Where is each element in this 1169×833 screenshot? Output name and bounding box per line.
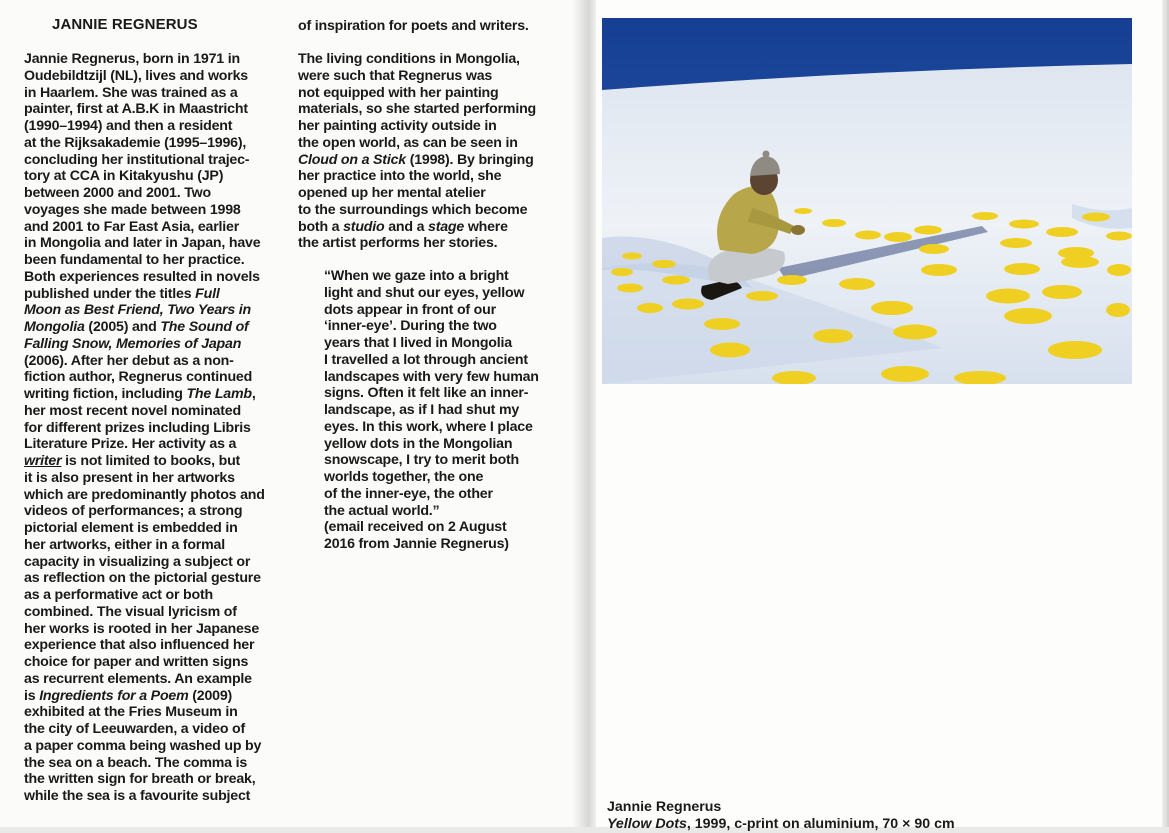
emphasis: stage — [428, 218, 465, 235]
text-line: the sea on a beach. The comma is — [24, 754, 248, 771]
text-line: concluding her institutional trajec- — [24, 151, 250, 168]
quote-line: ‘inner-eye’. During the two — [324, 318, 497, 335]
text-line: videos of performances; a strong — [24, 503, 243, 520]
text-line: opened up her mental atelier — [298, 185, 486, 201]
text-line: her artworks, either in a formal — [24, 536, 225, 553]
caption-artist: Jannie Regnerus — [607, 799, 722, 815]
emphasis: writer — [24, 453, 62, 469]
text-line: a paper comma being washed up by — [24, 737, 262, 754]
text-line — [24, 286, 265, 303]
yellow-dot — [893, 325, 937, 340]
text-line: (2006). After her debut as a non- — [24, 352, 234, 369]
text-line: materials, so she started performing — [298, 101, 537, 118]
quote-line: light and shut our eyes, yellow — [324, 284, 525, 301]
quote-line: dots appear in front of our — [324, 301, 496, 318]
yellow-dot — [972, 212, 998, 220]
text-line: as recurrent elements. An example — [24, 670, 252, 687]
quote-line: signs. Often it felt like an inner- — [324, 385, 529, 402]
text-line — [24, 386, 265, 403]
novel-title: Moon as Best Friend, Two Years in — [24, 302, 252, 319]
text-line: in Mongolia and later in Japan, have — [24, 235, 261, 252]
text-line: her most recent novel nominated — [24, 402, 241, 419]
yellow-dot — [662, 276, 690, 285]
quote-line: the actual world.” — [324, 502, 440, 519]
text-line: Both experiences resulted in novels — [24, 268, 260, 285]
text-fragment: , — [251, 386, 256, 402]
text-fragment: (2005) and — [84, 319, 161, 335]
yellow-dot — [914, 226, 942, 235]
yellow-dot — [813, 329, 853, 343]
yellow-dot — [822, 219, 846, 227]
text-line: Jannie Regnerus, born in 1971 in — [24, 51, 240, 67]
text-line: the artist performs her stories. — [298, 235, 498, 252]
quote-line: of the inner-eye, the other — [324, 485, 493, 502]
yellow-dot — [919, 244, 949, 254]
yellow-dot — [855, 231, 881, 240]
work-title: Cloud on a Stick — [298, 151, 406, 168]
yellow-dot — [1061, 256, 1099, 268]
snowscape-illustration — [602, 18, 1132, 384]
text-line — [298, 219, 536, 236]
artist-quote — [324, 268, 539, 553]
quote-line: worlds together, the one — [324, 469, 484, 485]
hat-pompom — [763, 151, 770, 158]
text-line: tory at CCA in Kitakyushu (JP) — [24, 168, 224, 185]
yellow-dot — [1004, 308, 1052, 324]
text-fragment: is — [24, 687, 40, 704]
text-line: voyages she made between 1998 — [24, 201, 241, 218]
quote-line: yellow dots in the Mongolian — [324, 435, 513, 452]
yellow-dot — [710, 343, 750, 358]
yellow-dot — [611, 268, 633, 276]
text-line: the open world, as can be seen in — [298, 134, 518, 151]
novel-title: Mongolia — [24, 319, 85, 335]
yellow-dot — [777, 275, 807, 285]
practice-column — [298, 51, 536, 252]
text-line: at the Rijksakademie (1995–1996), — [24, 134, 247, 151]
text-line: in Haarlem. She was trained as a — [24, 84, 238, 101]
text-line: the written sign for breath or break, — [24, 771, 256, 788]
text-line — [24, 688, 265, 705]
quote-line: snowscape, I try to merit both — [324, 452, 520, 469]
text-line: been fundamental to her practice. — [24, 252, 245, 268]
yellow-dot — [986, 289, 1030, 304]
text-line: capacity in visualizing a subject or — [24, 553, 251, 570]
yellow-dot — [746, 291, 778, 301]
work-title: Ingredients for a Poem — [39, 687, 189, 704]
yellow-dot — [1107, 264, 1131, 276]
text-line: exhibited at the Fries Museum in — [24, 704, 238, 721]
text-line — [24, 319, 265, 336]
text-line: as a performative act or both — [24, 587, 213, 603]
yellow-dot — [1082, 213, 1110, 222]
yellow-dot — [1042, 285, 1082, 299]
artwork-photo — [602, 18, 1132, 384]
yellow-dot — [1048, 341, 1102, 359]
text-line: (1990–1994) and then a resident — [24, 118, 233, 134]
text-line: for different prizes including Libris — [24, 419, 251, 436]
yellow-dot — [1009, 220, 1039, 229]
text-line: not equipped with her painting — [298, 84, 499, 101]
text-line: and 2001 to Far East Asia, earlier — [24, 218, 240, 235]
yellow-dot — [839, 278, 875, 290]
text-fragment: and a — [384, 218, 429, 235]
yellow-dot — [672, 299, 704, 310]
yellow-dot — [794, 208, 812, 214]
text-line: her works is rooted in her Japanese — [24, 620, 260, 637]
text-line: it is also present in her artworks — [24, 469, 235, 486]
text-line: were such that Regnerus was — [298, 67, 493, 84]
text-line — [24, 302, 265, 319]
biography-column — [24, 51, 265, 805]
quote-line: 2016 from Jannie Regnerus) — [324, 536, 509, 552]
text-line — [298, 152, 536, 169]
yellow-dot — [871, 301, 913, 315]
text-line: The living conditions in Mongolia, — [298, 51, 520, 67]
text-line — [24, 336, 265, 353]
text-fragment: is not limited to books, but — [61, 453, 241, 469]
yellow-dot — [881, 366, 929, 382]
text-fragment: writing fiction, including — [24, 386, 187, 402]
yellow-dot — [1004, 263, 1040, 275]
text-line: the city of Leeuwarden, a video of — [24, 721, 246, 737]
hand — [791, 225, 805, 235]
text-fragment: (1998). By bringing — [405, 151, 534, 168]
yellow-dot — [617, 284, 643, 293]
text-fragment: published under the titles — [24, 285, 196, 302]
novel-title: The Sound of — [160, 319, 249, 335]
text-line: painter, first at A.B.K in Maastricht — [24, 101, 248, 118]
photo-caption — [607, 799, 955, 833]
novel-title: Falling Snow, Memories of Japan — [24, 335, 242, 352]
novel-title: Full — [195, 285, 220, 302]
yellow-dot — [884, 232, 912, 242]
quote-line: eyes. In this work, where I place — [324, 418, 533, 435]
yellow-dot — [622, 253, 642, 260]
text-line: while the sea is a favourite subject — [24, 788, 251, 804]
novel-title: The Lamb — [186, 386, 252, 402]
text-line: her painting activity outside in — [298, 118, 497, 134]
text-line: pictorial element is embedded in — [24, 520, 238, 536]
text-line: which are predominantly photos and — [24, 486, 265, 503]
quote-line: landscapes with very few human — [324, 368, 539, 385]
quote-line: years that I lived in Mongolia — [324, 335, 512, 351]
text-line: choice for paper and written signs — [24, 654, 249, 670]
text-line: combined. The visual lyricism of — [24, 603, 237, 620]
page-edge — [1162, 0, 1169, 827]
text-line: experience that also influenced her — [24, 637, 255, 654]
yellow-dot — [1106, 303, 1130, 317]
quote-line: (email received on 2 August — [324, 519, 507, 536]
text-line: fiction author, Regnerus continued — [24, 369, 253, 386]
quote-line: I travelled a lot through ancient — [324, 351, 528, 368]
quote-line: landscape, as if I had shut my — [324, 402, 520, 418]
yellow-dot — [1106, 232, 1132, 241]
text-fragment: where — [464, 218, 508, 235]
text-line: as reflection on the pictorial gesture — [24, 570, 261, 587]
yellow-dot — [652, 260, 676, 268]
text-line: Oudebildtzijl (NL), lives and works — [24, 67, 248, 84]
yellow-dot — [921, 264, 957, 276]
text-line: of inspiration for poets and writers. — [298, 18, 529, 34]
text-line: Literature Prize. Her activity as a — [24, 436, 237, 453]
text-fragment: both a — [298, 218, 344, 235]
emphasis: studio — [343, 218, 385, 235]
yellow-dot — [1000, 238, 1032, 248]
text-line: her practice into the world, she — [298, 168, 502, 185]
caption-line — [607, 816, 955, 833]
artist-heading: JANNIE REGNERUS — [52, 16, 198, 33]
yellow-dot — [637, 303, 663, 313]
caption-title: Yellow Dots — [607, 816, 687, 832]
text-fragment: (2009) — [188, 687, 233, 704]
yellow-dot — [704, 318, 740, 330]
text-line: to the surroundings which become — [298, 201, 528, 218]
quote-line: “When we gaze into a bright — [324, 268, 509, 284]
text-line — [24, 453, 265, 470]
continuation-line — [298, 18, 529, 35]
caption-details: , 1999, c-print on aluminium, 70 × 90 cm — [686, 816, 955, 832]
yellow-dot — [1046, 227, 1078, 237]
text-line: between 2000 and 2001. Two — [24, 185, 211, 201]
